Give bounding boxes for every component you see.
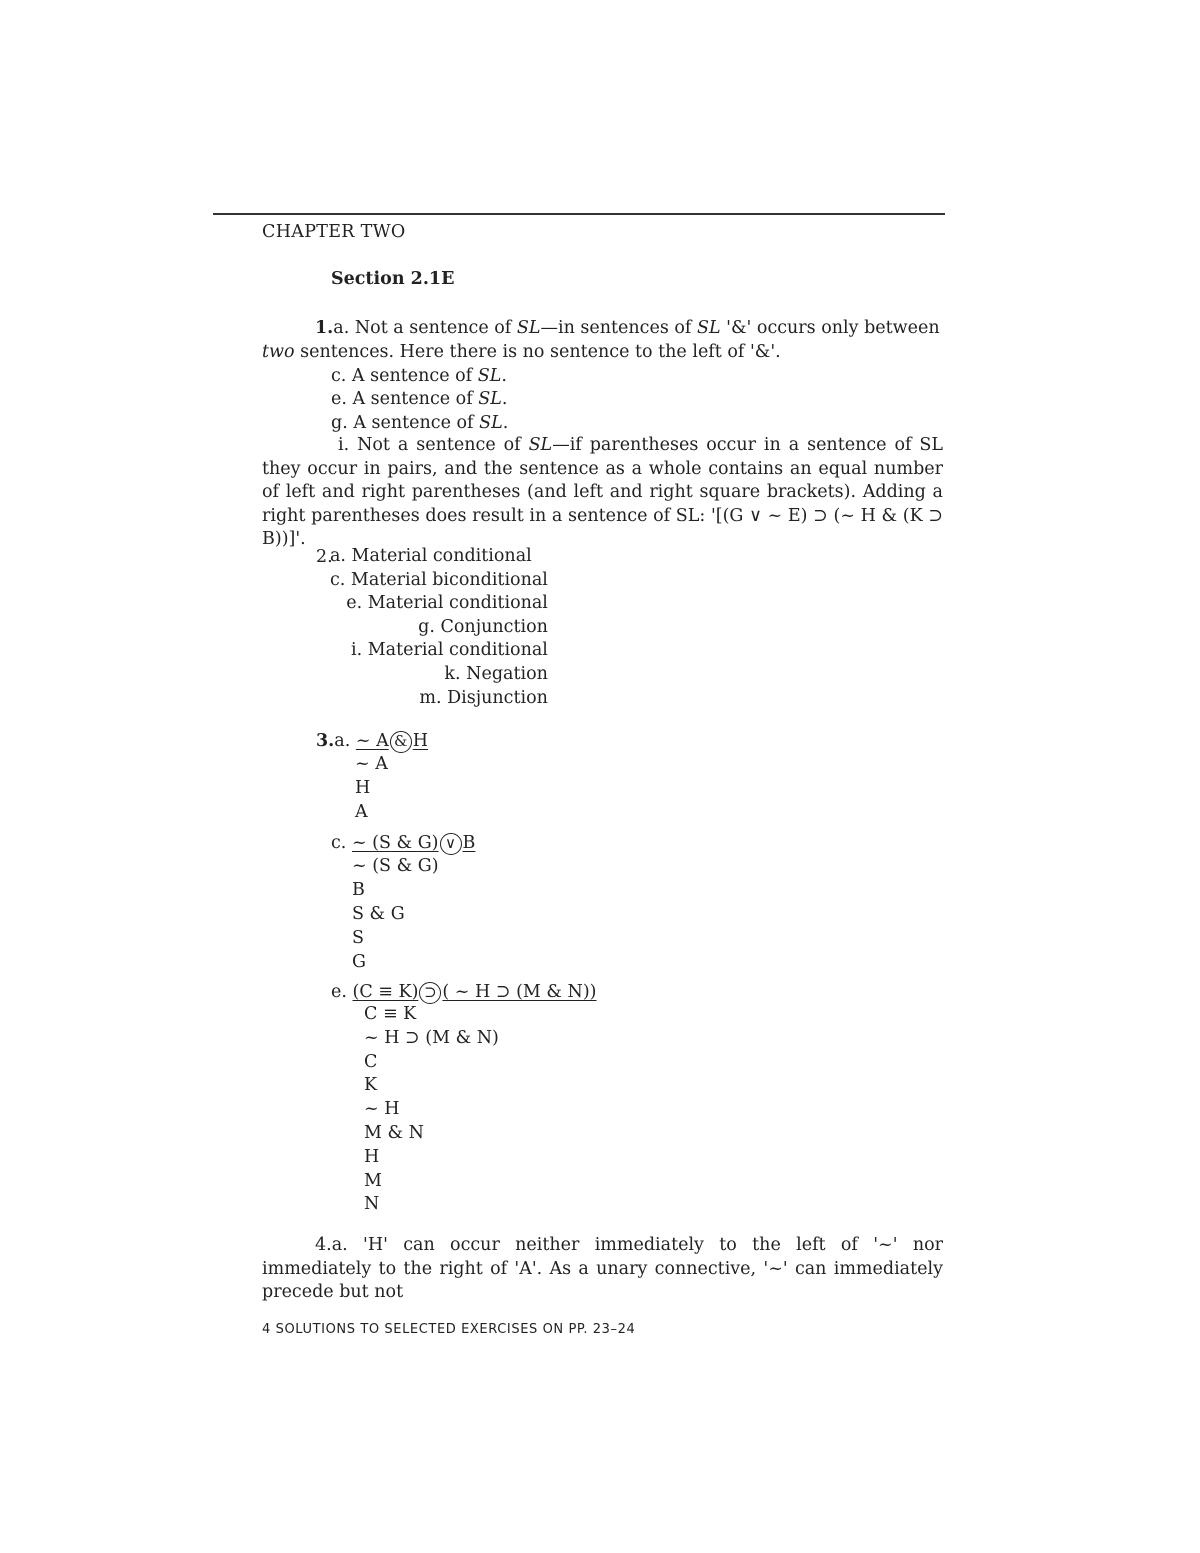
exercise-2-item: m. Disjunction <box>419 687 548 708</box>
exercise-number: 1. <box>315 318 334 338</box>
component-sentence: N <box>364 1194 380 1215</box>
exercise-2-list <box>330 545 548 710</box>
component-sentence: ~ A <box>355 754 388 774</box>
component-sentence: ~ H <box>364 1099 400 1120</box>
exercise-1c: c. A sentence of SL. <box>331 366 507 386</box>
component-sentence: S & G <box>352 904 405 924</box>
exercise-1e: e. A sentence of SL. <box>331 389 508 409</box>
exercise-2-item: a. Material conditional <box>330 546 532 566</box>
component-sentence: G <box>352 952 366 972</box>
exercise-2-item: c. Material biconditional <box>330 569 548 590</box>
page-footer: 4 SOLUTIONS TO SELECTED EXERCISES ON PP. 23–24 <box>262 1322 636 1337</box>
exercise-2-item: i. Material conditional <box>351 640 548 661</box>
component-sentence: H <box>355 778 371 798</box>
exercise-3c: c. ~ (S & G) ∨ B <box>331 833 476 853</box>
component-sentence: A <box>355 802 368 822</box>
component-sentence: C ≡ K <box>364 1004 417 1024</box>
exercise-3e: e. (C ≡ K) ⊃ ( ~ H ⊃ (M & N)) <box>331 982 597 1002</box>
component-sentence: B <box>352 880 365 900</box>
component-sentence: ~ H ⊃ (M & N) <box>364 1027 499 1048</box>
component-sentence: K <box>364 1075 378 1096</box>
component-sentence: H <box>364 1146 380 1167</box>
exercise-4a: 4.a. 'H' can occur neither immediately to the left of '~' nor immediately to the right of 'A'. As a unary connective, '~' can immediately precede but not <box>262 1235 943 1302</box>
exercise-2-item: g. Conjunction <box>418 616 548 637</box>
component-sentence: ~ (S & G) <box>352 856 439 876</box>
exercise-3a-components <box>355 752 388 824</box>
main-connective-circle: ⊃ <box>419 982 441 1004</box>
exercise-2-item: e. Material conditional <box>346 593 548 614</box>
exercise-1i: i. Not a sentence of SL—if parentheses occur in a sentence of SL they occur in pairs, and the sentence as a whole contains an equal number of left and right parentheses (and left and right square brackets). Adding a right parentheses does result in a sentence of SL: '[(G ∨ ~ E) ⊃ (~ H & (K ⊃ B))]'. <box>262 435 943 549</box>
exercise-3e-components <box>364 1003 499 1217</box>
exercise-3c-components <box>352 854 439 974</box>
section-title: Section 2.1E <box>331 269 455 289</box>
main-connective-circle: ∨ <box>440 833 462 855</box>
component-sentence: M & N <box>364 1122 424 1143</box>
main-connective-circle: & <box>390 731 412 753</box>
header-rule <box>213 213 945 215</box>
chapter-title: CHAPTER TWO <box>262 222 406 242</box>
exercise-2-num: 2. <box>316 547 333 567</box>
exercise-3a: 3.a. ~ A & H <box>316 731 428 751</box>
component-sentence: S <box>352 928 364 948</box>
exercise-1a: 1.a. Not a sentence of SL—in sentences of SL '&' occurs only between two sentences. Here there is no sentence to the left of '&'. <box>262 318 940 362</box>
exercise-1g: g. A sentence of SL. <box>331 413 509 433</box>
component-sentence: C <box>364 1051 378 1072</box>
exercise-2-item: k. Negation <box>444 663 548 684</box>
component-sentence: M <box>364 1170 382 1191</box>
